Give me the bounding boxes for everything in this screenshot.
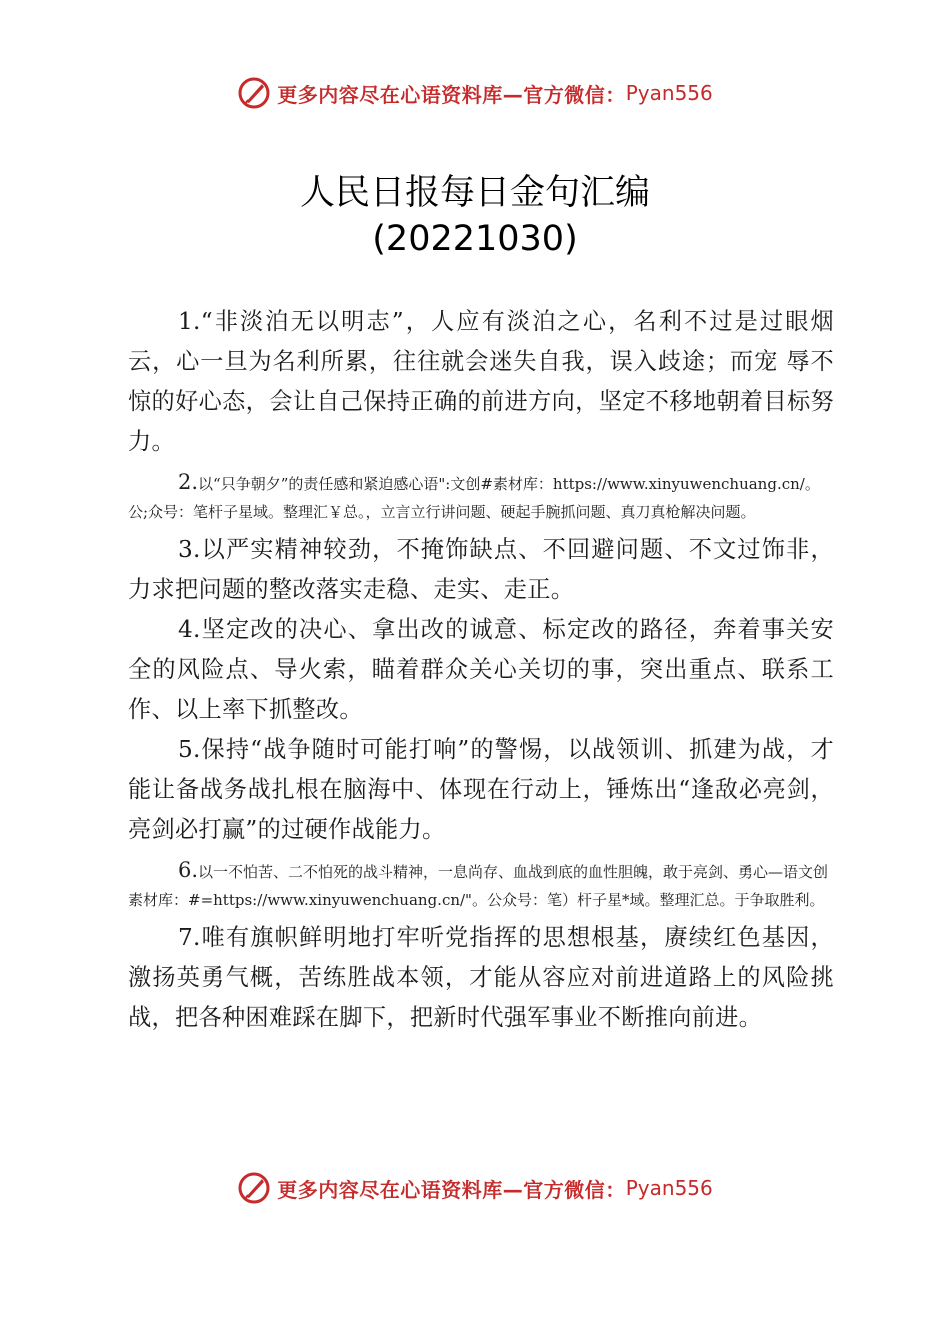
quote-item-4: 4.坚定改的决心、拿出改的诚意、标定改的路径，奔着事关安全的风险点、导火索，瞄着群众关心关切的事，突出重点、联系工作、以上率下抓整改。 — [128, 616, 834, 723]
banner-text: 更多内容尽在心语资料库—官方微信： — [277, 1177, 626, 1202]
quote-list — [128, 302, 834, 1038]
title-line-2: (20221030) — [372, 219, 578, 259]
quote-item-2-number: 2. — [178, 470, 199, 494]
title-line-1: 人民日报每日金句汇编 — [299, 173, 650, 213]
quote-item-2 — [128, 468, 834, 526]
quote-item-3: 3.以严实精神较劲，不掩饰缺点、不回避问题、不文过饰非，力求把问题的整改落实走稳、走实、走正。 — [128, 536, 834, 603]
quote-item-6-text: 以一不怕苦、二不怕死的战斗精神，一息尚存、血战到底的血性胆魄，敢于亮剑、勇心—语文创素材库：#=https://www.xinyuwenchuang.cn/"。公众号：笔）杆子星*域。整理汇总。于争取胜利。 — [128, 863, 829, 909]
quote-item-6 — [128, 856, 834, 914]
quote-item-1: 1.“非淡泊无以明志”，人应有淡泊之心，名利不过是过眼烟云，心一旦为名利所累，往往就会迷失自我，误入歧途；而宠 辱不惊的好心态，会让自己保持正确的前进方向，坚定不移地朝着目标努力。 — [128, 308, 834, 455]
banner-handle: Pyan556 — [625, 1176, 713, 1200]
banner-handle: Pyan556 — [625, 81, 713, 105]
header-banner — [0, 73, 950, 113]
quote-item-5: 5.保持“战争随时可能打响”的警惕，以战领训、抓建为战，才能让备战务战扎根在脑海中、体现在行动上，锤炼出“逢敌必亮剑，亮剑必打赢”的过硬作战能力。 — [128, 736, 834, 843]
quill-logo-icon — [237, 76, 271, 110]
page-title — [0, 170, 950, 262]
banner-text: 更多内容尽在心语资料库—官方微信： — [277, 82, 626, 107]
quote-item-6-number: 6. — [178, 858, 199, 882]
footer-banner — [0, 1168, 950, 1208]
quote-item-7: 7.唯有旗帜鲜明地打牢听党指挥的思想根基，赓续红色基因，激扬英勇气概，苦练胜战本领，才能从容应对前进道路上的风险挑战，把各种困难踩在脚下，把新时代强军事业不断推向前进。 — [128, 924, 834, 1031]
quill-logo-icon — [237, 1171, 271, 1205]
quote-item-2-text: 以“只争朝夕”的责任感和紧迫感心语":文创#素材库：https://www.xinyuwenchuang.cn/。公;众号：笔杆子星域。整理汇￥总。，立言立行讲问题、硬起手腕抓问题、真刀真枪解决问题。 — [128, 475, 820, 521]
